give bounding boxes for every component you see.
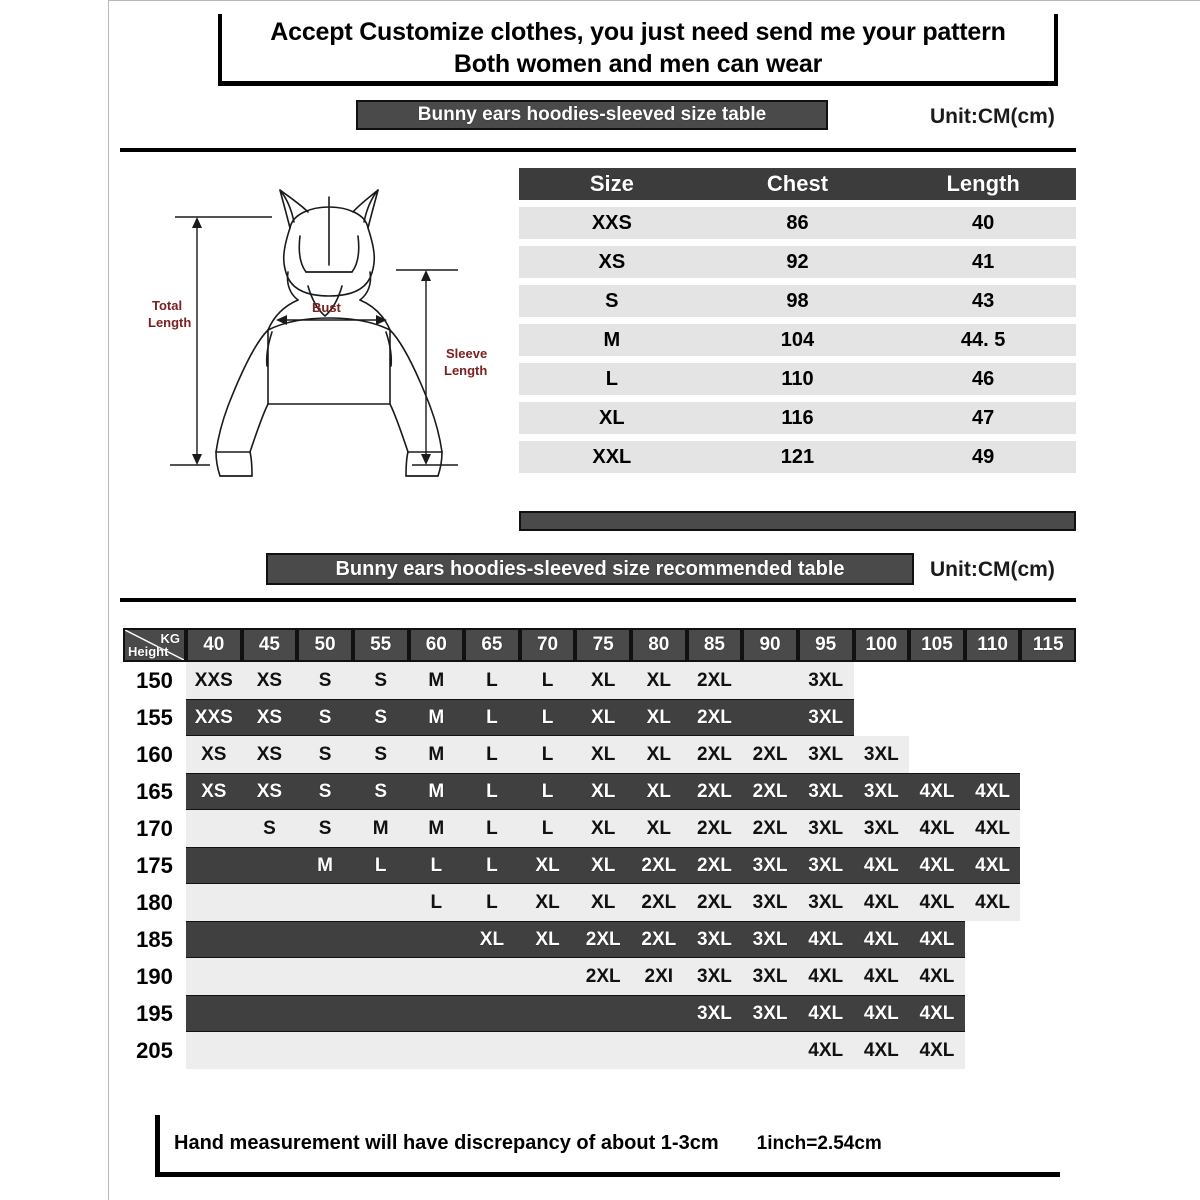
height-row-header: 150 <box>123 662 186 699</box>
weight-column-header: 85 <box>687 628 743 662</box>
recommend-size-cell <box>353 958 409 995</box>
recommend-size-cell <box>965 1032 1021 1069</box>
table-row <box>123 699 1076 736</box>
weight-column-header: 115 <box>1020 628 1076 662</box>
recommend-size-cell: 4XL <box>854 921 910 958</box>
recommend-size-cell <box>409 958 465 995</box>
recommend-size-cell: 2XL <box>687 884 743 921</box>
recommend-size-cell: S <box>353 773 409 810</box>
recommend-size-cell: S <box>242 810 298 847</box>
recommend-size-cell: 2XL <box>631 921 687 958</box>
recommend-size-cell <box>409 995 465 1032</box>
recommend-size-cell: M <box>297 847 353 884</box>
recommend-size-cell: 2XL <box>742 810 798 847</box>
recommend-size-cell: L <box>464 773 520 810</box>
table-row <box>519 285 1076 317</box>
recommend-size-cell: XL <box>575 810 631 847</box>
recommend-size-cell <box>297 884 353 921</box>
recommend-size-cell: L <box>520 810 576 847</box>
weight-column-header: 80 <box>631 628 687 662</box>
recommend-size-cell: S <box>353 662 409 699</box>
recommend-size-cell: 4XL <box>909 884 965 921</box>
footer-conversion-text: 1inch=2.54cm <box>756 1132 882 1154</box>
recommend-size-cell <box>1020 699 1076 736</box>
recommend-size-cell: L <box>409 847 465 884</box>
recommend-size-cell: XL <box>575 884 631 921</box>
recommend-size-cell: 2XL <box>631 847 687 884</box>
size-table-cell: 43 <box>890 285 1076 317</box>
header-line-2: Both women and men can wear <box>453 50 823 78</box>
recommend-size-cell: 4XL <box>909 773 965 810</box>
recommend-size-cell: 2XL <box>687 810 743 847</box>
recommend-table-header-row <box>123 628 1076 662</box>
recommend-size-cell <box>965 662 1021 699</box>
recommend-size-cell: 2XL <box>687 699 743 736</box>
size-table-cell: 116 <box>705 402 891 434</box>
recommend-size-cell: 4XL <box>854 847 910 884</box>
size-table-cell: 86 <box>705 207 891 239</box>
size-table-cell: 41 <box>890 246 1076 278</box>
total-length-label-line1: Total <box>152 298 183 313</box>
height-row-header: 175 <box>123 847 186 884</box>
recommend-size-cell: L <box>464 662 520 699</box>
recommend-size-cell: 3XL <box>854 736 910 773</box>
size-table-cell: 49 <box>890 441 1076 473</box>
recommend-size-cell: L <box>464 847 520 884</box>
table-row <box>123 995 1076 1032</box>
recommend-size-cell: 4XL <box>909 958 965 995</box>
weight-column-header: 90 <box>742 628 798 662</box>
recommend-size-cell: S <box>297 810 353 847</box>
size-table-title: Bunny ears hoodies-sleeved size table <box>356 100 828 130</box>
recommend-size-cell: XL <box>631 810 687 847</box>
divider-rule-middle <box>120 598 1076 602</box>
size-table-footer-bar <box>519 511 1076 531</box>
height-row-header: 195 <box>123 995 186 1032</box>
size-table-cell: XL <box>519 402 705 434</box>
table-row <box>123 810 1076 847</box>
recommend-size-cell: XXS <box>186 699 242 736</box>
recommend-size-cell: XS <box>242 736 298 773</box>
size-table-body <box>519 207 1076 473</box>
recommend-size-cell: S <box>353 736 409 773</box>
recommend-size-cell: 2XL <box>687 736 743 773</box>
table-row <box>123 958 1076 995</box>
size-table-cell: XXL <box>519 441 705 473</box>
recommend-size-cell <box>1020 847 1076 884</box>
recommend-size-cell: XL <box>520 847 576 884</box>
recommend-size-cell: XL <box>575 773 631 810</box>
recommend-size-cell <box>965 736 1021 773</box>
recommend-size-cell <box>464 1032 520 1069</box>
recommend-size-cell: 2XL <box>631 884 687 921</box>
size-table-unit: Unit:CM(cm) <box>930 105 1055 128</box>
recommend-size-cell: 3XL <box>742 847 798 884</box>
footer-discrepancy-text: Hand measurement will have discrepancy of about 1-3cm <box>174 1132 719 1154</box>
recommend-size-cell: 2XL <box>687 773 743 810</box>
size-table-col-length: Length <box>890 168 1076 200</box>
sleeve-length-label-line2: Length <box>444 363 488 378</box>
divider-rule-top <box>120 148 1076 152</box>
recommend-size-cell <box>1020 736 1076 773</box>
recommend-size-cell <box>297 1032 353 1069</box>
table-row <box>123 773 1076 810</box>
size-table-cell: 44. 5 <box>890 324 1076 356</box>
recommend-size-cell: 4XL <box>909 847 965 884</box>
recommend-size-cell: M <box>353 810 409 847</box>
recommend-size-cell: 4XL <box>965 773 1021 810</box>
recommend-size-cell <box>353 995 409 1032</box>
recommend-size-cell <box>242 1032 298 1069</box>
recommend-size-cell <box>353 1032 409 1069</box>
height-row-header: 205 <box>123 1032 186 1069</box>
recommend-size-cell <box>186 958 242 995</box>
recommend-size-cell: L <box>520 773 576 810</box>
recommend-size-cell <box>575 1032 631 1069</box>
recommend-size-cell: S <box>297 736 353 773</box>
recommend-size-cell <box>186 995 242 1032</box>
recommend-size-cell <box>1020 1032 1076 1069</box>
recommend-size-cell: 3XL <box>687 921 743 958</box>
recommend-size-cell <box>742 1032 798 1069</box>
recommend-size-cell: 2XL <box>687 847 743 884</box>
recommend-size-cell <box>186 884 242 921</box>
recommend-size-cell <box>464 958 520 995</box>
size-table-grid <box>519 161 1076 480</box>
table-row <box>123 1032 1076 1069</box>
recommend-size-cell: 4XL <box>798 921 854 958</box>
size-table-cell: 104 <box>705 324 891 356</box>
size-table-cell: XS <box>519 246 705 278</box>
page-frame-left-line <box>108 0 109 1200</box>
recommend-size-cell <box>242 958 298 995</box>
size-table-cell: 110 <box>705 363 891 395</box>
corner-kg-label: KG <box>160 631 180 646</box>
recommend-size-cell: XL <box>464 921 520 958</box>
weight-column-header: 100 <box>854 628 910 662</box>
height-row-header: 170 <box>123 810 186 847</box>
recommend-table-head <box>123 628 1076 662</box>
height-row-header: 180 <box>123 884 186 921</box>
recommend-size-cell <box>409 1032 465 1069</box>
recommend-size-cell: 3XL <box>798 773 854 810</box>
total-length-label-line2: Length <box>148 315 192 330</box>
size-table-cell: 98 <box>705 285 891 317</box>
weight-column-header: 95 <box>798 628 854 662</box>
recommend-size-cell <box>965 995 1021 1032</box>
recommend-size-cell: XL <box>520 921 576 958</box>
recommend-size-cell <box>854 699 910 736</box>
table-row <box>519 363 1076 395</box>
recommend-size-cell: 3XL <box>798 699 854 736</box>
recommend-size-cell <box>242 921 298 958</box>
recommend-size-cell <box>575 995 631 1032</box>
weight-column-header: 55 <box>353 628 409 662</box>
recommend-size-cell: 3XL <box>687 958 743 995</box>
recommend-size-cell: L <box>520 736 576 773</box>
recommend-size-cell <box>242 847 298 884</box>
size-table-col-chest: Chest <box>705 168 891 200</box>
recommend-size-cell <box>965 699 1021 736</box>
table-row <box>123 921 1076 958</box>
recommend-size-cell: S <box>297 773 353 810</box>
recommend-size-cell: L <box>464 736 520 773</box>
recommend-size-cell: XL <box>520 884 576 921</box>
recommend-size-cell: 4XL <box>965 847 1021 884</box>
recommend-size-cell <box>631 1032 687 1069</box>
size-table-cell: L <box>519 363 705 395</box>
recommend-size-cell <box>186 1032 242 1069</box>
recommend-size-cell: L <box>464 810 520 847</box>
recommend-size-cell <box>186 810 242 847</box>
table-row <box>123 884 1076 921</box>
weight-column-header: 75 <box>575 628 631 662</box>
recommend-size-cell: XL <box>631 662 687 699</box>
recommend-size-cell <box>186 921 242 958</box>
size-table-cell: 46 <box>890 363 1076 395</box>
recommend-size-cell: XS <box>186 773 242 810</box>
header-banner <box>218 14 1058 86</box>
recommend-size-cell <box>742 699 798 736</box>
recommend-table-corner-cell <box>123 628 186 662</box>
recommend-table-title: Bunny ears hoodies-sleeved size recommended table <box>266 553 914 585</box>
recommend-size-cell: M <box>409 810 465 847</box>
recommend-size-cell: L <box>353 847 409 884</box>
weight-column-header: 65 <box>464 628 520 662</box>
table-row <box>519 324 1076 356</box>
weight-column-header: 70 <box>520 628 576 662</box>
size-table-cell: 47 <box>890 402 1076 434</box>
recommend-size-cell <box>687 1032 743 1069</box>
recommend-size-cell <box>909 662 965 699</box>
weight-column-header: 45 <box>242 628 298 662</box>
recommend-size-cell: XS <box>242 773 298 810</box>
table-row <box>519 441 1076 473</box>
hoodie-illustration <box>140 160 510 500</box>
size-table-cell: M <box>519 324 705 356</box>
recommend-size-cell: XL <box>575 699 631 736</box>
weight-column-header: 105 <box>909 628 965 662</box>
footer-note <box>155 1115 1060 1177</box>
recommend-size-cell: XS <box>242 699 298 736</box>
recommend-size-cell <box>520 995 576 1032</box>
recommend-size-cell <box>1020 662 1076 699</box>
height-row-header: 185 <box>123 921 186 958</box>
size-table-cell: 92 <box>705 246 891 278</box>
recommend-size-cell: 4XL <box>854 1032 910 1069</box>
recommend-size-cell: 4XL <box>798 958 854 995</box>
recommend-size-cell <box>464 995 520 1032</box>
recommend-size-cell: XS <box>186 736 242 773</box>
recommend-size-cell: 4XL <box>965 884 1021 921</box>
recommend-size-cell <box>186 847 242 884</box>
recommend-size-cell: S <box>297 699 353 736</box>
recommend-size-cell <box>631 995 687 1032</box>
hoodie-diagram-icon <box>140 160 510 500</box>
weight-column-header: 110 <box>965 628 1021 662</box>
height-row-header: 155 <box>123 699 186 736</box>
recommend-size-cell: XL <box>631 773 687 810</box>
height-row-header: 165 <box>123 773 186 810</box>
recommend-size-cell: 3XL <box>742 958 798 995</box>
sleeve-length-label-line1: Sleeve <box>446 346 488 361</box>
recommend-size-cell <box>1020 884 1076 921</box>
recommend-size-cell <box>242 995 298 1032</box>
table-row <box>123 847 1076 884</box>
table-row <box>519 207 1076 239</box>
recommend-size-cell <box>409 921 465 958</box>
weight-column-header: 40 <box>186 628 242 662</box>
corner-height-label: Height <box>128 644 169 659</box>
recommend-size-cell: 3XL <box>854 773 910 810</box>
recommend-size-cell <box>1020 958 1076 995</box>
recommend-table-grid <box>123 628 1076 1069</box>
recommend-size-cell <box>854 662 910 699</box>
recommend-size-cell: S <box>353 699 409 736</box>
recommend-size-cell <box>909 736 965 773</box>
recommend-size-cell: L <box>409 884 465 921</box>
recommend-size-cell: 2XL <box>575 958 631 995</box>
recommend-size-cell <box>520 958 576 995</box>
recommend-size-cell: 3XL <box>687 995 743 1032</box>
weight-column-header: 50 <box>297 628 353 662</box>
recommend-size-cell: L <box>520 699 576 736</box>
weight-column-header: 60 <box>409 628 465 662</box>
recommend-size-cell: 4XL <box>854 958 910 995</box>
recommend-size-cell: 3XL <box>742 995 798 1032</box>
recommend-size-cell: 4XL <box>909 810 965 847</box>
recommend-size-cell <box>742 662 798 699</box>
recommend-size-cell <box>353 884 409 921</box>
size-table-cell: XXS <box>519 207 705 239</box>
recommend-size-cell: 4XL <box>854 995 910 1032</box>
recommend-size-cell: 2XI <box>631 958 687 995</box>
recommend-size-cell: L <box>464 884 520 921</box>
recommend-size-cell: 4XL <box>909 921 965 958</box>
recommend-size-cell <box>1020 995 1076 1032</box>
recommend-size-cell: 3XL <box>798 847 854 884</box>
height-row-header: 160 <box>123 736 186 773</box>
size-table-cell: 121 <box>705 441 891 473</box>
height-row-header: 190 <box>123 958 186 995</box>
recommend-size-cell: 3XL <box>742 921 798 958</box>
recommend-table-unit: Unit:CM(cm) <box>930 558 1055 581</box>
recommend-size-cell <box>1020 921 1076 958</box>
recommend-size-cell: S <box>297 662 353 699</box>
recommend-size-cell: 3XL <box>798 884 854 921</box>
recommend-size-cell <box>1020 773 1076 810</box>
recommend-size-cell: 3XL <box>742 884 798 921</box>
recommend-size-cell: L <box>520 662 576 699</box>
recommend-size-cell <box>353 921 409 958</box>
bust-label: Bust <box>312 300 341 315</box>
recommend-size-cell: 2XL <box>575 921 631 958</box>
size-table-col-size: Size <box>519 168 705 200</box>
recommend-size-cell: XL <box>575 847 631 884</box>
recommend-size-cell: XXS <box>186 662 242 699</box>
recommend-size-cell: 4XL <box>965 810 1021 847</box>
recommend-size-cell: 3XL <box>798 662 854 699</box>
recommend-size-cell: 4XL <box>854 884 910 921</box>
recommend-size-cell: M <box>409 736 465 773</box>
recommend-size-cell: M <box>409 773 465 810</box>
recommend-size-cell <box>297 958 353 995</box>
recommend-size-cell <box>965 958 1021 995</box>
size-table-head <box>519 168 1076 200</box>
size-table-cell: S <box>519 285 705 317</box>
header-line-1: Accept Customize clothes, you just need send me your pattern <box>270 18 1006 46</box>
recommend-size-cell: 2XL <box>687 662 743 699</box>
recommend-size-cell: XL <box>575 662 631 699</box>
recommend-size-cell: L <box>464 699 520 736</box>
recommend-size-cell: 2XL <box>742 773 798 810</box>
recommend-size-cell: 4XL <box>798 1032 854 1069</box>
recommend-size-cell <box>297 995 353 1032</box>
recommend-size-cell: 3XL <box>854 810 910 847</box>
recommend-size-cell: 4XL <box>909 995 965 1032</box>
recommend-size-cell: 4XL <box>909 1032 965 1069</box>
recommend-size-cell: 3XL <box>798 810 854 847</box>
recommend-table-body <box>123 662 1076 1069</box>
recommend-size-cell <box>909 699 965 736</box>
table-row <box>519 402 1076 434</box>
table-row <box>519 246 1076 278</box>
recommend-size-cell <box>242 884 298 921</box>
recommend-size-cell: 2XL <box>742 736 798 773</box>
recommend-size-cell <box>520 1032 576 1069</box>
recommend-size-cell: XL <box>575 736 631 773</box>
recommend-size-cell: M <box>409 699 465 736</box>
table-row <box>123 736 1076 773</box>
size-table <box>519 161 1076 480</box>
recommend-table <box>123 628 1076 1069</box>
recommend-size-cell <box>1020 810 1076 847</box>
recommend-size-cell <box>297 921 353 958</box>
recommend-size-cell <box>965 921 1021 958</box>
size-table-cell: 40 <box>890 207 1076 239</box>
recommend-size-cell: XL <box>631 699 687 736</box>
recommend-size-cell: 4XL <box>798 995 854 1032</box>
recommend-size-cell: XL <box>631 736 687 773</box>
page-frame-top-line <box>108 0 1200 1</box>
recommend-size-cell: XS <box>242 662 298 699</box>
recommend-size-cell: 3XL <box>798 736 854 773</box>
recommend-size-cell: M <box>409 662 465 699</box>
size-table-header-row <box>519 168 1076 200</box>
table-row <box>123 662 1076 699</box>
